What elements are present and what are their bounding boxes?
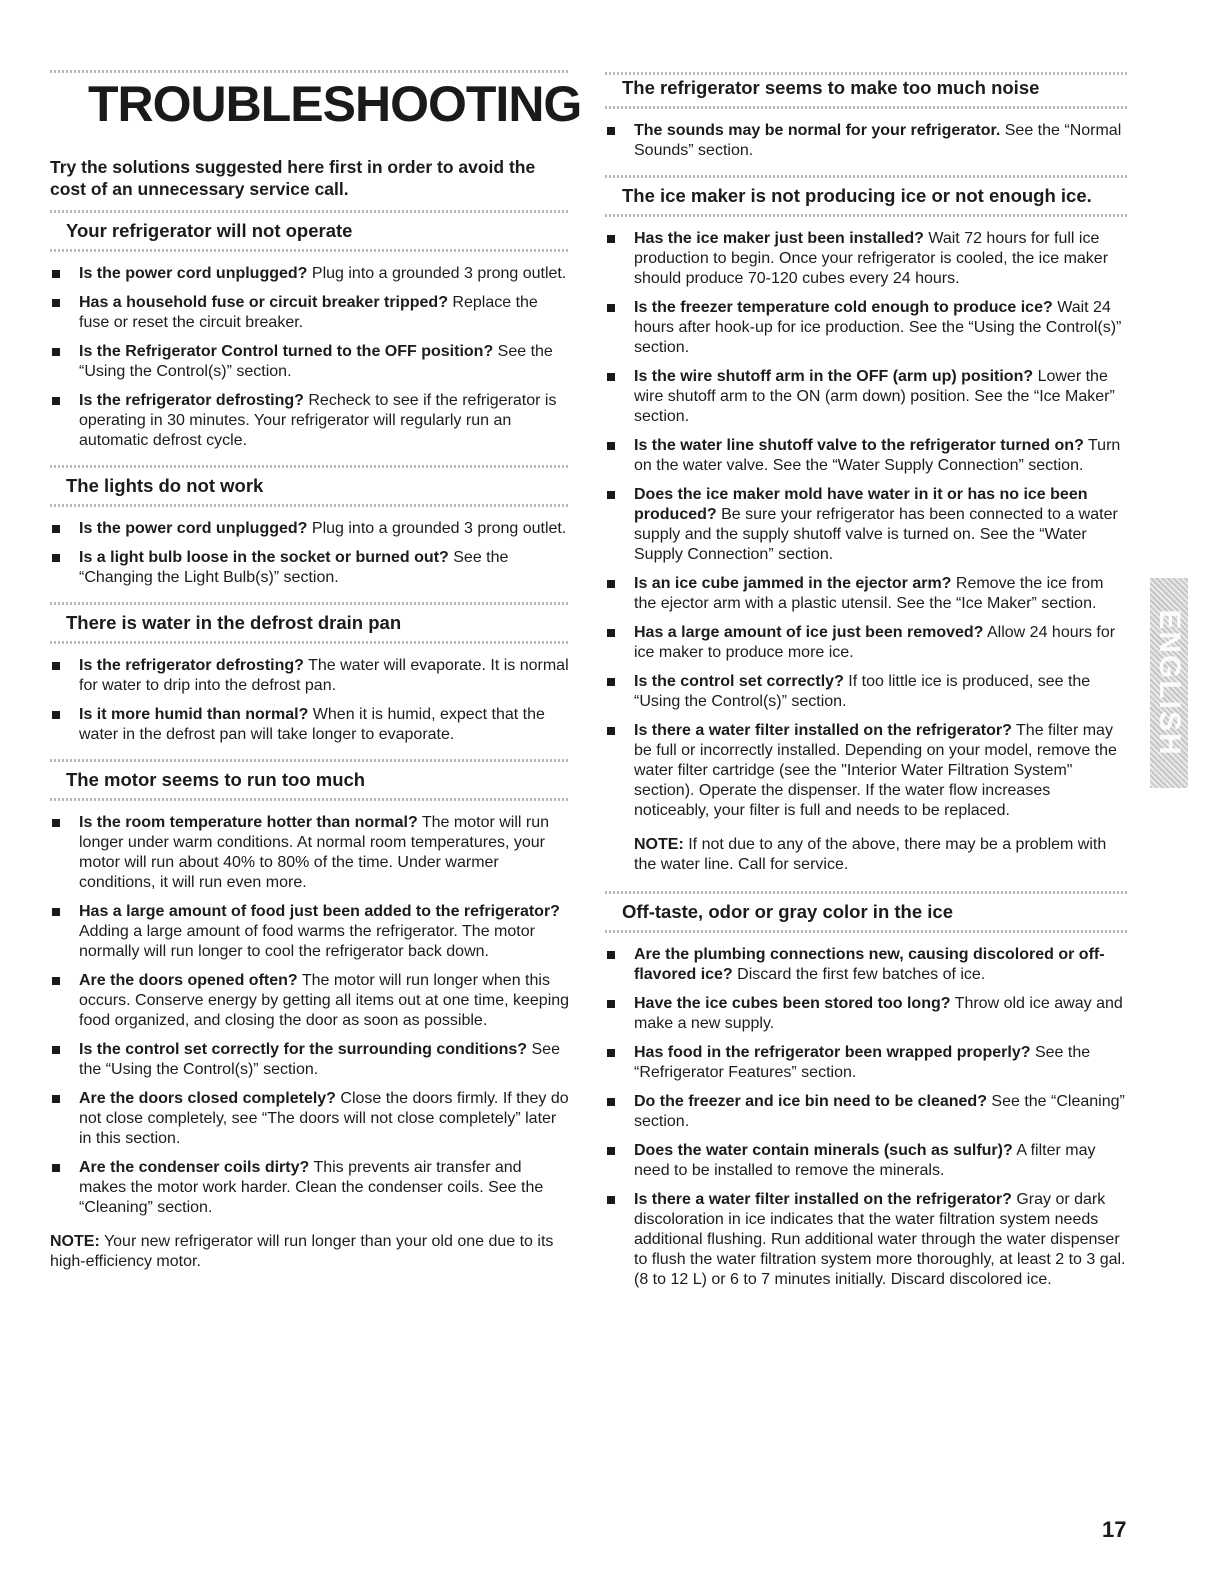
section-rule [50, 641, 570, 644]
section-rule [605, 214, 1129, 217]
answer-text: Adding a large amount of food warms the refrigerator. The motor normally will run longer to cool the refrigerator back down. [79, 923, 535, 960]
answer-text: Gray or dark discoloration in ice indicates that the water filtration system needs additional flushing. Run additional water through the water dispenser to flush the water filtration system more thoroughly, at least 2 to 3 gal. (8 to 12 L) or 6 to 7 minutes initially. Discard discolored ice. [634, 1191, 1126, 1288]
list-item [605, 994, 1129, 1034]
answer-text: See the “Cleaning” section. [634, 1093, 1125, 1130]
answer-text: See the “Normal Sounds” section. [634, 122, 1122, 159]
section-rule [50, 210, 570, 213]
answer-text: See the “Refrigerator Features” section. [634, 1044, 1091, 1081]
answer-text: Turn on the water valve. See the “Water Supply Connection” section. [634, 437, 1121, 474]
question-text: Are the doors opened often? [79, 972, 298, 989]
question-text: Is the water line shutoff valve to the refrigerator turned on? [634, 437, 1084, 454]
troubleshooting-list [605, 945, 1129, 1290]
list-item [50, 519, 570, 539]
square-bullet-icon [607, 1098, 615, 1106]
question-text: Do the freezer and ice bin need to be cleaned? [634, 1093, 987, 1110]
square-bullet-icon [52, 908, 60, 916]
question-text: Are the plumbing connections new, causing discolored or off-flavored ice? [634, 946, 1105, 983]
question-text: Is the control set correctly for the surrounding conditions? [79, 1041, 528, 1058]
list-item [50, 342, 570, 382]
square-bullet-icon [607, 1147, 615, 1155]
square-bullet-icon [52, 299, 60, 307]
answer-text: A filter may need to be installed to remove the minerals. [634, 1142, 1096, 1179]
section-heading: There is water in the defrost drain pan [66, 612, 402, 633]
question-text: Is there a water filter installed on the refrigerator? [634, 1191, 1012, 1208]
square-bullet-icon [52, 819, 60, 827]
troubleshooting-list [50, 519, 570, 588]
square-bullet-icon [607, 1000, 615, 1008]
troubleshooting-list [50, 264, 570, 451]
list-item [50, 548, 570, 588]
square-bullet-icon [52, 348, 60, 356]
section-rule [605, 930, 1129, 933]
section-heading: Off-taste, odor or gray color in the ice [622, 901, 953, 922]
list-item [605, 623, 1129, 663]
square-bullet-icon [52, 711, 60, 719]
note-text [605, 835, 1129, 875]
section-heading: The motor seems to run too much [66, 769, 366, 790]
square-bullet-icon [52, 1164, 60, 1172]
answer-text: Throw old ice away and make a new supply. [634, 995, 1123, 1032]
list-item [50, 264, 570, 284]
section-heading: The refrigerator seems to make too much noise [622, 77, 1040, 98]
answer-text: See the “Using the Control(s)” section. [79, 1041, 560, 1078]
answer-text: Plug into a grounded 3 prong outlet. [307, 520, 567, 537]
list-item [605, 672, 1129, 712]
square-bullet-icon [52, 1046, 60, 1054]
section-rule [50, 465, 570, 468]
section-rule [50, 798, 570, 801]
list-item [605, 436, 1129, 476]
answer-text: Wait 24 hours after hook-up for ice production. See the “Using the Control(s)” section. [634, 299, 1122, 356]
question-text: Is the refrigerator defrosting? [79, 657, 304, 674]
answer-text: Wait 72 hours for full ice production to begin. Once your refrigerator is cooled, the ice maker should produce 70-120 cubes every 24 hours. [634, 230, 1109, 287]
list-item [605, 121, 1129, 161]
list-item [50, 1089, 570, 1149]
troubleshooting-list [605, 121, 1129, 161]
question-text: Is the control set correctly? [634, 673, 844, 690]
list-item [50, 902, 570, 962]
answer-text: Remove the ice from the ejector arm with a plastic utensil. See the “Ice Maker” section. [634, 575, 1104, 612]
answer-text: Allow 24 hours for ice maker to produce more ice. [634, 624, 1116, 661]
square-bullet-icon [607, 580, 615, 588]
question-text: Is an ice cube jammed in the ejector arm? [634, 575, 952, 592]
note-text [50, 1232, 570, 1272]
list-item [605, 1141, 1129, 1181]
question-text: Is the freezer temperature cold enough to produce ice? [634, 299, 1053, 316]
page-number: 17 [1102, 1517, 1127, 1542]
question-text: Is the room temperature hotter than normal? [79, 814, 418, 831]
intro-text: Try the solutions suggested here first in order to avoid the cost of an unnecessary service call. [50, 157, 536, 199]
square-bullet-icon [52, 662, 60, 670]
question-text: Is there a water filter installed on the refrigerator? [634, 722, 1012, 739]
question-text: Has a household fuse or circuit breaker tripped? [79, 294, 448, 311]
section-rule [50, 249, 570, 252]
list-item [50, 293, 570, 333]
list-item [605, 298, 1129, 358]
list-item [50, 1158, 570, 1218]
question-text: Is a light bulb loose in the socket or burned out? [79, 549, 449, 566]
square-bullet-icon [52, 554, 60, 562]
section-rule [50, 504, 570, 507]
answer-text: When it is humid, expect that the water in the defrost pan will take longer to evaporate. [79, 706, 545, 743]
answer-text: Replace the fuse or reset the circuit breaker. [79, 294, 538, 331]
square-bullet-icon [52, 270, 60, 278]
note-body: If not due to any of the above, there may be a problem with the water line. Call for service. [634, 836, 1107, 873]
section-heading: Your refrigerator will not operate [66, 220, 353, 241]
square-bullet-icon [607, 678, 615, 686]
section-rule [605, 175, 1129, 178]
list-item [605, 574, 1129, 614]
answer-text: Lower the wire shutoff arm to the ON (arm down) position. See the “Ice Maker” section. [634, 368, 1115, 425]
question-text: Is it more humid than normal? [79, 706, 309, 723]
side-tab-label: ENGLISH [1153, 609, 1186, 757]
answer-text: See the “Changing the Light Bulb(s)” section. [79, 549, 509, 586]
question-text: Are the doors closed completely? [79, 1090, 336, 1107]
answer-text: Plug into a grounded 3 prong outlet. [307, 265, 567, 282]
section-heading: The ice maker is not producing ice or not enough ice. [622, 185, 1092, 206]
list-item [605, 1043, 1129, 1083]
square-bullet-icon [607, 727, 615, 735]
square-bullet-icon [52, 977, 60, 985]
answer-text: See the “Using the Control(s)” section. [79, 343, 553, 380]
section-heading: The lights do not work [66, 475, 264, 496]
list-item [50, 813, 570, 893]
language-side-tab [1150, 578, 1188, 788]
answer-text: Be sure your refrigerator has been connected to a water supply and the supply shutoff valve is turned on. See the “Water Supply Connection” section. [634, 506, 1118, 563]
question-text: Is the wire shutoff arm in the OFF (arm up) position? [634, 368, 1034, 385]
square-bullet-icon [607, 1196, 615, 1204]
list-item [50, 391, 570, 451]
section-rule [50, 759, 570, 762]
square-bullet-icon [607, 235, 615, 243]
question-text: Is the refrigerator defrosting? [79, 392, 304, 409]
list-item [605, 721, 1129, 821]
troubleshooting-list [50, 656, 570, 745]
square-bullet-icon [52, 1095, 60, 1103]
list-item [50, 705, 570, 745]
troubleshooting-list [50, 813, 570, 1218]
answer-text: The water will evaporate. It is normal for water to drip into the defrost pan. [79, 657, 569, 694]
section-rule [605, 106, 1129, 109]
note-label: NOTE: [634, 836, 684, 853]
question-text: Does the ice maker mold have water in it or has no ice been produced? [634, 486, 1088, 523]
square-bullet-icon [52, 397, 60, 405]
answer-text: The motor will run longer under warm conditions. At normal room temperatures, your motor will run about 40% to 80% of the time. Under warmer conditions, it will run even more. [79, 814, 550, 891]
question-text: Have the ice cubes been stored too long? [634, 995, 951, 1012]
answer-text: If too little ice is produced, see the “Using the Control(s)” section. [634, 673, 1091, 710]
list-item [50, 971, 570, 1031]
answer-text: The filter may be full or incorrectly installed. Depending on your model, remove the water filter cartridge (see the "Interior Water Filtration System" section). Operate the dispenser. If the water flow increases noticeably, your filter is full and needs to be replaced. [634, 722, 1117, 819]
list-item [605, 1190, 1129, 1290]
question-text: Is the power cord unplugged? [79, 520, 308, 537]
question-text: Is the power cord unplugged? [79, 265, 308, 282]
list-item [605, 229, 1129, 289]
question-text: Has the ice maker just been installed? [634, 230, 924, 247]
question-text: Are the condenser coils dirty? [79, 1159, 310, 1176]
right-column [605, 70, 1129, 1304]
list-item [50, 1040, 570, 1080]
note-body: Your new refrigerator will run longer than your old one due to its high-efficiency motor. [50, 1233, 554, 1270]
list-item [605, 945, 1129, 985]
section-rule [605, 891, 1129, 894]
list-item [605, 485, 1129, 565]
answer-text: The motor will run longer when this occurs. Conserve energy by getting all items out at one time, keeping food organized, and closing the door as soon as possible. [79, 972, 570, 1029]
question-text: Has food in the refrigerator been wrapped properly? [634, 1044, 1031, 1061]
answer-text: This prevents air transfer and makes the motor work harder. Clean the condenser coils. See the “Cleaning” section. [79, 1159, 544, 1216]
list-item [50, 656, 570, 696]
question-text: Has a large amount of ice just been removed? [634, 624, 984, 641]
answer-text: Close the doors firmly. If they do not close completely, see “The doors will not close completely” later in this section. [79, 1090, 569, 1147]
square-bullet-icon [607, 951, 615, 959]
question-text: Has a large amount of food just been added to the refrigerator? [79, 903, 560, 920]
answer-text: Discard the first few batches of ice. [732, 966, 986, 983]
square-bullet-icon [607, 1049, 615, 1057]
square-bullet-icon [607, 629, 615, 637]
square-bullet-icon [52, 525, 60, 533]
note-label: NOTE: [50, 1233, 100, 1250]
question-text: Does the water contain minerals (such as sulfur)? [634, 1142, 1013, 1159]
list-item [605, 1092, 1129, 1132]
page-title: TROUBLESHOOTING [88, 76, 582, 132]
square-bullet-icon [607, 373, 615, 381]
question-text: Is the Refrigerator Control turned to the OFF position? [79, 343, 494, 360]
troubleshooting-list [605, 229, 1129, 821]
section-rule [50, 602, 570, 605]
square-bullet-icon [607, 304, 615, 312]
question-text: The sounds may be normal for your refrigerator. [634, 122, 1001, 139]
square-bullet-icon [607, 442, 615, 450]
answer-text: Recheck to see if the refrigerator is operating in 30 minutes. Your refrigerator will regularly run an automatic defrost cycle. [79, 392, 557, 449]
list-item [605, 367, 1129, 427]
square-bullet-icon [607, 127, 615, 135]
square-bullet-icon [607, 491, 615, 499]
left-column [50, 62, 582, 1288]
